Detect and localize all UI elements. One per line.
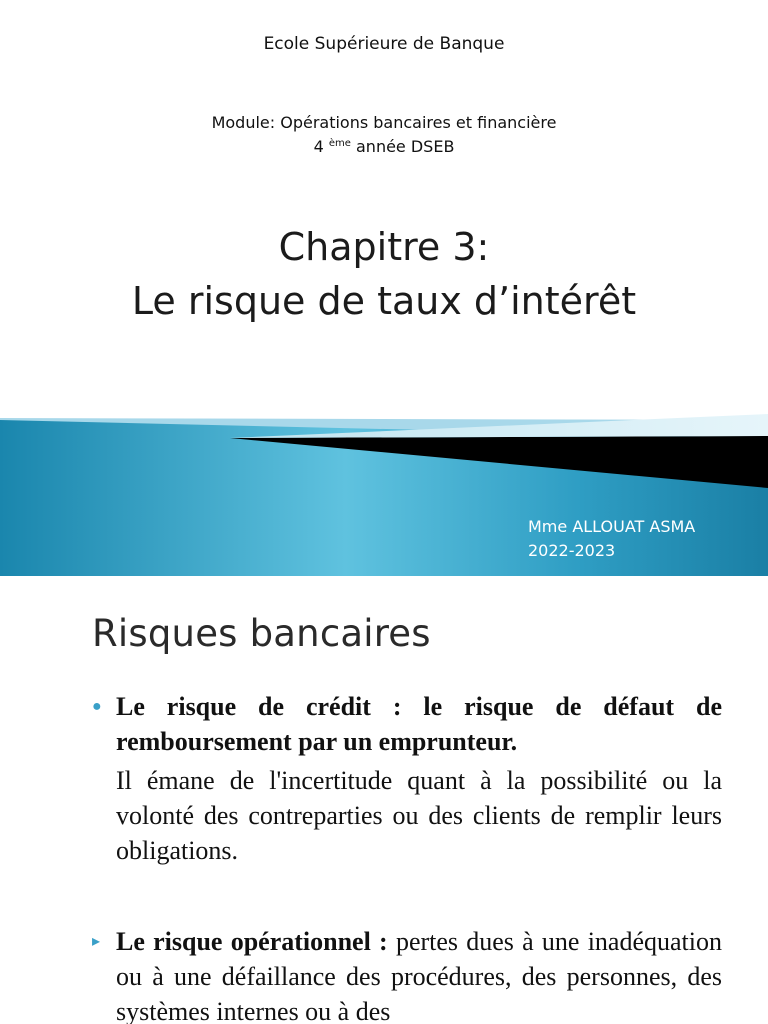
operational-risk-label: Le risque opérationnel : xyxy=(116,927,388,956)
slide-heading: Risques bancaires xyxy=(92,612,431,655)
module-name: Module: Opérations bancaires et financière xyxy=(211,113,557,132)
credit-risk-definition: Le risque de crédit : le risque de défaut de remboursement par un emprunteur. xyxy=(116,692,722,756)
year-rest: année DSEB xyxy=(356,137,455,156)
content-slide xyxy=(0,576,768,1024)
chapter-title-line1: Chapitre 3: xyxy=(278,225,490,269)
academic-year: 2022-2023 xyxy=(528,541,616,560)
chapter-title xyxy=(0,220,768,328)
bullet-credit-risk xyxy=(92,689,722,868)
operational-risk-definition: pertes dues à une inadéquation ou à une défaillance des procédures, des personnes, des systèmes internes ou à des xyxy=(116,927,722,1024)
author-name: Mme ALLOUAT ASMA xyxy=(528,517,696,536)
bullet-dot-icon: ● xyxy=(92,698,102,715)
bullet-operational-risk xyxy=(92,924,722,1024)
year-number: 4 xyxy=(313,137,324,156)
bullet-arrow-icon: ▸ xyxy=(92,933,101,950)
author-block xyxy=(528,515,695,563)
chapter-title-line2: Le risque de taux d’intérêt xyxy=(131,279,637,323)
academic-level xyxy=(0,137,768,156)
credit-risk-explanation: Il émane de l'incertitude quant à la possibilité ou la volonté des contreparties ou des clients de remplir leurs obligations. xyxy=(116,766,722,865)
year-suffix: ème xyxy=(328,138,351,149)
school-name: Ecole Supérieure de Banque xyxy=(263,34,505,54)
